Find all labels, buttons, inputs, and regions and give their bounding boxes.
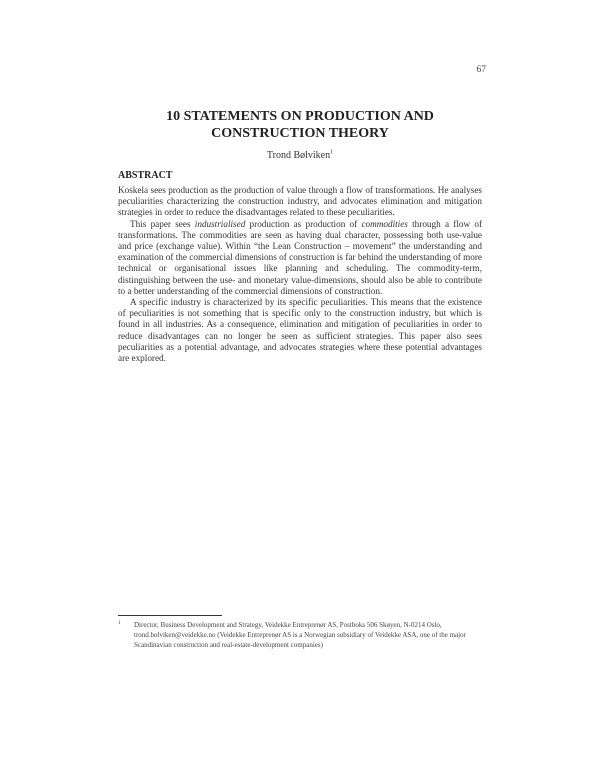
emphasis-commodities: commodities	[361, 218, 408, 229]
footnote-divider	[118, 615, 222, 616]
author-name: Trond Bølviken	[266, 150, 331, 161]
abstract-body	[118, 185, 482, 364]
abstract-heading: ABSTRACT	[118, 170, 173, 181]
footnote-text: Director, Business Development and Strategy, Veidekke Entreprenør AS, Postboks 506 Skøyen, N-0214 Oslo, trond.bolviken@veidekke.no (Veidekke Entreprenør AS is a Norwegian subsidiary of Veidekke ASA, one of the major Scandinavian construction and real-estate-development companies)	[134, 621, 466, 649]
paper-title	[118, 108, 482, 142]
title-line-1: 10 STATEMENTS ON PRODUCTION AND	[166, 109, 434, 124]
paragraph-2-text-b: production as production of	[245, 218, 362, 229]
abstract-paragraph-1: Koskela sees production as the production of value through a flow of transformations. He analyses peculiarities characterizing the construction industry, and advocates elimination and mitigation strategies in order to reduce the disadvantages related to these peculiarities.	[118, 185, 482, 218]
footnote-marker: 1	[118, 620, 121, 626]
paragraph-2-text-a: This paper sees	[130, 218, 195, 229]
author-line	[118, 150, 482, 161]
paragraph-2-text-c: through a flow of transformations. The commodities are seen as having dual character, possessing both use-value and price (exchange value). Within “the Lean Construction – movement” the understanding and examination of the commercial dimensions of construction is far behind the understanding of more technical or organisational issues like planning and scheduling. The commodity-term, distinguishing between the use- and monetary value-dimensions, should also be able to contribute to a better understanding of the commercial dimensions of construction.	[118, 218, 483, 296]
abstract-paragraph-3: A specific industry is characterized by its specific peculiarities. This means that the existence of peculiarities is not something that is specific only to the construction industry, but which is found in all industries. As a consequence, elimination and mitigation of peculiarities in order to reduce disadvantages can no longer be seen as sufficient strategies. This paper also sees peculiarities as a potential advantage, and advocates strategies where these potential advantages are explored.	[118, 297, 482, 364]
emphasis-industrialised: industrialised	[194, 218, 246, 229]
footnote	[118, 620, 482, 650]
page-number: 67	[476, 65, 486, 75]
author-footnote-marker[interactable]: 1	[330, 149, 334, 156]
title-line-2: CONSTRUCTION THEORY	[211, 126, 389, 141]
abstract-paragraph-2	[118, 219, 482, 297]
